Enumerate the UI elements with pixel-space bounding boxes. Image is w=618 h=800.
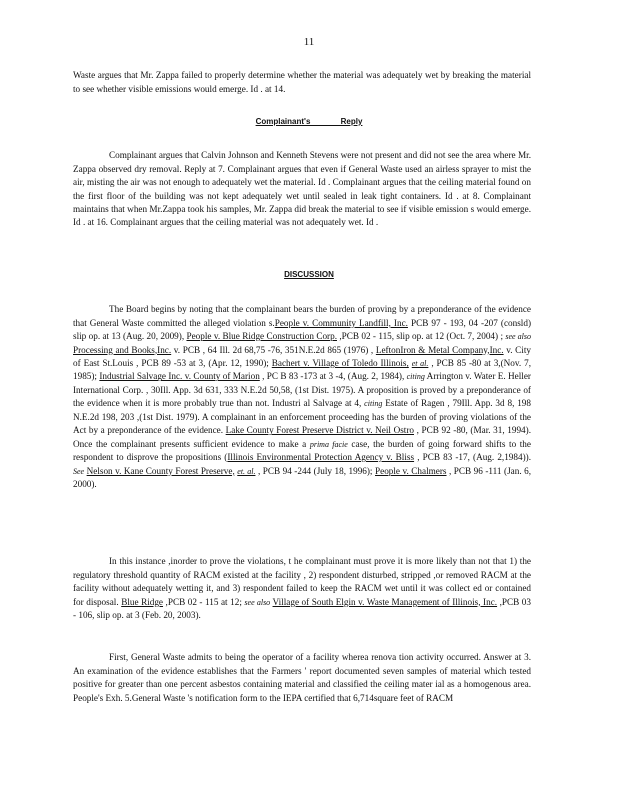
case-citation: Village of South Elgin v. Waste Management of Illinois, Inc. (272, 596, 498, 607)
heading-discussion: DISCUSSION (284, 270, 334, 279)
text-run: PCB 97 - 193, 04 -207 (consld) slip op. at 13 (Aug. 20, 2009), (73, 317, 531, 342)
heading-complainants-reply: Complainant's Reply (255, 117, 363, 126)
signal-see-also: see also (244, 597, 271, 607)
text-run: ,PCB 02 - 115, slip op. at 12 (Oct. 7, 2004) ; (337, 331, 506, 342)
text-run: Arrington v. Water E. Heller International Corp. , 30Ill. App. 3d 631, 333 N.E.2d 50,58, (1st Dist. 1975). A proposition is proved by a preponderance of the evidence when it is more probably true than not. Industri al Salvage at 4, (73, 371, 531, 409)
case-citation: Bachert v. Village of Toledo Illinois, (271, 358, 409, 368)
signal-see-also: see also (505, 332, 531, 342)
case-citation: Illinois Environmental Protection Agency v. Bliss (227, 452, 415, 463)
signal-prima-facie: prima facie (309, 439, 348, 449)
text-run: , PC B 83 -173 at 3 -4, (Aug. 2, 1984), (259, 371, 407, 382)
text-run: v. PCB , 64 Ill. 2d 68,75 -76, 351N.E.2d 865 (1976) , (171, 344, 376, 355)
case-citation: Nelson v. Kane County Forest Preserve, (86, 465, 235, 476)
paragraph-waste-argues: Waste argues that Mr. Zappa failed to properly determine whether the material was adequately wet by breaking the material to see whether visible emissions would emerge. Id . at 14. (73, 70, 531, 94)
case-citation: Industrial Salvage Inc. v. County of Marion (99, 371, 260, 382)
text-run: , PCB 94 -244 (July 18, 1996); (255, 465, 375, 476)
text-run: , PCB 85 -80 at 3,(Nov. 7, 1985); (73, 358, 532, 382)
text-run: ,PCB 03 - 106, slip op. at 3 (Feb. 20, 2003). (73, 596, 531, 620)
case-citation: Lake County Forest Preserve District v. Neil Ostro (225, 425, 414, 436)
text-run: , PCB 96 -111 (Jan. 6, 2000). (73, 465, 532, 490)
text-run: case, the burden of going forward shifts to the respondent to disprove the propositions ( (73, 438, 531, 463)
text-run: In this instance ,inorder to prove the violations, t he complainant must prove it is more likely than not that 1) the regulatory threshold quantity of RACM existed at the facility , 2) respondent disturbed, stripped ,or removed RACM at the facility without adequately wetting it, and 3) respondent failed to keep the RACM wet until it was collect ed or contained for disposal. (73, 556, 531, 607)
text-run: ,PCB 02 - 115 at 12; (163, 596, 245, 607)
paragraph-complainant-argues: Complainant argues that Calvin Johnson and Kenneth Stevens were not present and did not see the area where Mr. Zappa observed dry removal. Reply at 7. Complainant argues that even if General Waste used an airless sprayer to mist the air, misting the air was not enough to adequately wet the material. Id . Complainant argues that the ceiling material found on the first floor of the building was not kept adequately wet until sealed in leak tight containers. Id . at 8. Complainant maintains that when Mr.Zappa took his samples, Mr. Zappa did break the material to see if visible emission s would emerge. Id . at 16. Complainant argues that the ceiling material was not adequately wet. Id . (73, 150, 531, 228)
text-run: , PCB 83 -17, (Aug. 2,1984)). (414, 452, 531, 463)
text-run: v. City of East St.Louis , PCB 89 -53 at 3, (Apr. 12, 1990); (73, 344, 532, 368)
signal-et-al: et al. (411, 359, 429, 368)
case-citation: Processing and Books,Inc. (73, 344, 172, 355)
text-run: , PCB 92 -80, (Mar. 31, 1994). Once the complainant presents sufficient evidence to make a (73, 425, 531, 449)
signal-et-al: et. al. (237, 466, 256, 476)
page-number: 11 (303, 36, 315, 48)
text-run: The Board begins by noting that the complainant bears the burden of proving by a preponderance of the evidence that General Waste committed the alleged violation s. (73, 304, 531, 328)
paragraph-first-general-waste: First, General Waste admits to being the operator of a facility wherea renova tion activity occurred. Answer at 3. An examination of the evidence establishes that the Farmers ' report documented seven samples of material which tested positive for greater than one percent asbestos containing material and classified the ceiling mater ial as a homogenous area. People's Exh. 5.General Waste 's notification form to the IEPA certified that 6,714square feet of RACM (73, 652, 531, 703)
case-citation: People v. Chalmers (375, 465, 447, 476)
text-run: Estate of Ragen , 79Ill. App. 3d 8, 198 N.E.2d 198, 203 ,(1st Dist. 1979). A complainant in an enforcement proceeding has the burden of proving violations of the Act by a preponderance of the evidence. (73, 398, 531, 436)
case-citation: Blue Ridge (121, 596, 164, 607)
case-citation: LeftonIron & Metal Company,Inc. (375, 344, 504, 355)
signal-citing: citing (406, 372, 425, 382)
signal-citing: citing (364, 399, 383, 409)
paragraph-in-this-instance (73, 555, 531, 622)
case-citation: People v. Community Landfill, Inc. (274, 317, 408, 328)
signal-see: See (73, 466, 85, 476)
paragraph-discussion (73, 303, 531, 491)
case-citation: People v. Blue Ridge Construction Corp. (186, 331, 337, 342)
